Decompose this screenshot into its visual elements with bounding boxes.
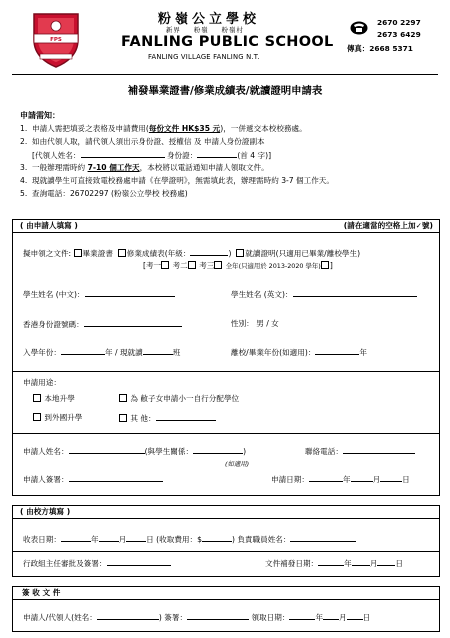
year-unit: 年 (315, 613, 324, 622)
purpose-local-label: 本地升學 (44, 394, 75, 403)
note-number: 2. (20, 137, 28, 146)
receive-year-line[interactable] (61, 534, 91, 542)
office-section-title: ( 由校方填寫 ) (20, 507, 71, 516)
office-section-header (13, 506, 439, 519)
form-title: 補發畢業證書/修業成績表/就讀證明申請表 (127, 85, 323, 97)
note-text: 如由代領人取，請代領人須出示身份證、授權信 及 申請人身份證副本 (32, 137, 265, 146)
note-item (20, 176, 334, 186)
report-checkbox[interactable] (118, 249, 126, 257)
gender-label: 性別： 男 / 女 (231, 319, 279, 328)
contact-row (305, 446, 415, 457)
note-number: 4. (20, 176, 28, 185)
school-crest-icon (30, 10, 82, 68)
month-unit: 月 (339, 613, 347, 622)
term-3-checkbox[interactable] (214, 261, 222, 269)
student-name-en-line[interactable] (293, 289, 417, 297)
student-name-cn-line[interactable] (85, 289, 175, 297)
receiver-label: 申請人/代領人(姓名： (23, 613, 97, 622)
term-choice-row (143, 261, 333, 271)
applicant-name-line[interactable] (69, 446, 145, 454)
location-part: 粉嶺 (193, 26, 209, 34)
admin-sign-line[interactable] (107, 558, 171, 566)
purpose-other-line[interactable] (156, 413, 216, 421)
issue-date-row (265, 558, 403, 569)
day-unit: 日 (395, 559, 403, 568)
applicant-section-hint: (請在適當的空格上加✓號) (343, 221, 433, 230)
term-1-checkbox[interactable] (161, 261, 169, 269)
report-option-end: ) (228, 249, 232, 258)
note-item (32, 150, 271, 161)
student-name-cn-label: 學生姓名 (中文)： (23, 290, 85, 299)
hkid-label: 香港身份證號碼： (23, 320, 84, 329)
note-text: ，本校將以電話通知申請人領取文件。 (139, 163, 269, 172)
year-unit: 年 / 現就讀 (104, 348, 143, 357)
fax-value: 2668 5371 (369, 44, 413, 53)
collect-year-line[interactable] (289, 612, 315, 620)
apply-month-line[interactable] (351, 474, 373, 482)
relation-label: (與學生關係： (144, 447, 194, 456)
purpose-p1-label: 為 敝子女申請小一自行分配學位 (130, 394, 240, 403)
signature-label: 申請人簽署： (23, 475, 69, 484)
month-unit: 月 (372, 475, 381, 484)
class-unit: 班 (172, 348, 181, 357)
proof-checkbox[interactable] (236, 249, 244, 257)
issue-date-label: 文件補發日期： (265, 559, 319, 568)
relation-hint: (如適用) (225, 460, 250, 468)
note-text: 身份證： (166, 151, 198, 160)
full-year-label: 全年(只適用於 2013-2020 學年) (225, 262, 321, 270)
school-name-english: FANLING PUBLIC SCHOOL (121, 34, 334, 50)
location-part: 新界 (166, 26, 181, 34)
certificate-option: 畢業證書 (82, 249, 113, 258)
section-divider (13, 433, 439, 434)
hkid-row (23, 319, 182, 330)
note-text: 申請人需把填妥之表格及申請費用( (32, 124, 149, 133)
purpose-overseas-row (33, 413, 82, 423)
applicant-name-row (23, 446, 246, 457)
apply-year-line[interactable] (309, 474, 343, 482)
report-option: 修業成績表(年級： (126, 249, 191, 258)
notes-heading: 申請需知： (20, 111, 60, 120)
purpose-overseas-checkbox[interactable] (33, 413, 41, 421)
year-unit: 年 (342, 475, 351, 484)
note-number: 3. (20, 163, 28, 172)
month-unit: 月 (369, 559, 378, 568)
receipt-section-header (13, 587, 439, 600)
note-text: 現就讀學生可直接致電校務處申請《在學證明》，無需填此表，辦理需時約 3-7 個工作天。 (32, 176, 334, 185)
note-number: 1. (20, 124, 28, 133)
apply-date-label: 申請日期： (271, 475, 309, 484)
contact-label: 聯絡電話： (305, 447, 343, 456)
staff-line[interactable] (290, 534, 356, 542)
phone-number: 2670 2297 (377, 18, 421, 27)
note-text: 一般辦理需時約 (32, 163, 88, 172)
receipt-section-title: 簽 收 文 件 (22, 588, 61, 597)
receipt-row (23, 612, 370, 623)
signature-line[interactable] (69, 474, 163, 482)
document-label: 擬申領之文件: (23, 249, 72, 258)
term-close: ] (329, 261, 333, 270)
leave-year-label: 離校/畢業年份(如適用)： (231, 348, 316, 357)
receive-day-line[interactable] (126, 534, 146, 542)
collect-date-label: 領取日期： (251, 613, 290, 622)
issue-year-line[interactable] (318, 558, 344, 566)
school-address-english: FANLING VILLAGE FANLING N.T. (148, 53, 260, 61)
note-duration: 7-10 個工作天 (87, 163, 140, 172)
purpose-local-row (33, 394, 75, 404)
svg-text:FPS: FPS (50, 37, 62, 43)
proof-option: 就讀證明(只適用已畢業/離校學生) (245, 249, 361, 258)
apply-date-row (271, 474, 410, 485)
certificate-checkbox[interactable] (74, 249, 82, 257)
receipt-sign-line[interactable] (187, 612, 249, 620)
proxy-id-line[interactable] (197, 150, 237, 158)
note-item (20, 137, 265, 147)
leave-year-row (231, 347, 367, 358)
entry-year-row (23, 347, 180, 358)
month-unit: 月 (118, 535, 127, 544)
entry-year-line[interactable] (61, 347, 105, 355)
grade-line[interactable] (190, 248, 228, 256)
collect-month-line[interactable] (323, 612, 339, 620)
signature-row (23, 474, 163, 485)
phone-numbers (377, 17, 421, 41)
school-name-chinese: 粉嶺公立學校 (158, 12, 261, 27)
day-unit: 日 (402, 475, 410, 484)
note-text: (首 4 字)] (237, 151, 272, 160)
fax-label: 傳真： (347, 44, 370, 53)
proxy-name-line[interactable] (81, 150, 165, 158)
location-part: 粉嶺村 (221, 26, 244, 34)
note-fee: 每份文件 HK$35 元 (148, 124, 221, 133)
issue-month-line[interactable] (352, 558, 370, 566)
leave-year-unit: 年 (359, 348, 368, 357)
hkid-line[interactable] (84, 319, 182, 327)
day-unit: 日 (362, 613, 371, 622)
receiver-end: ) (158, 613, 162, 622)
collect-day-line[interactable] (347, 612, 363, 620)
purpose-other-row (119, 413, 216, 424)
student-name-cn-row (23, 289, 175, 300)
purpose-other-label: 其 他： (130, 414, 156, 423)
year-unit: 年 (344, 559, 352, 568)
section-divider (13, 551, 439, 552)
relation-line[interactable] (193, 446, 243, 454)
relation-end: ) (243, 447, 247, 456)
receipt-sign-label: 簽署： (164, 613, 188, 622)
fax-number (347, 43, 413, 54)
receive-row (23, 534, 356, 545)
day-unit: 日 (146, 535, 154, 544)
applicant-section-header (13, 220, 439, 233)
purpose-other-checkbox[interactable] (119, 414, 127, 422)
entry-year-label: 入學年份： (23, 348, 61, 357)
purpose-p1-row (119, 394, 239, 404)
term-1-label: [考一 (143, 261, 162, 270)
phone-number: 2673 6429 (377, 30, 421, 39)
applicant-section-title: ( 由申請人填寫 ) (20, 221, 78, 230)
fee-end: ) (231, 535, 235, 544)
fee-label: (收取費用：$ (156, 535, 202, 544)
current-class-line[interactable] (143, 347, 173, 355)
fee-line[interactable] (202, 534, 232, 542)
note-text: [代領人姓名： (32, 151, 81, 160)
purpose-label: 申請用途： (23, 378, 61, 387)
contact-line[interactable] (343, 446, 415, 454)
note-item (20, 163, 269, 173)
applicant-name-label: 申請人姓名： (23, 447, 69, 456)
leave-year-line[interactable] (315, 347, 359, 355)
school-location-chinese (166, 25, 244, 34)
term-2-checkbox[interactable] (188, 261, 196, 269)
admin-sign-label: 行政組主任審批及簽署： (23, 559, 107, 568)
admin-sign-row (23, 558, 171, 569)
telephone-icon (350, 20, 368, 35)
note-text: )，一併遞交本校校務處。 (220, 124, 307, 133)
student-name-en-row (231, 289, 417, 300)
note-item (20, 124, 307, 134)
full-year-checkbox[interactable] (321, 261, 329, 269)
note-text: 查詢電話：26702297 (粉嶺公立學校 校務處) (32, 189, 188, 198)
purpose-p1-checkbox[interactable] (119, 394, 127, 402)
receive-date-label: 收表日期： (23, 535, 61, 544)
year-unit: 年 (90, 535, 99, 544)
receive-month-line[interactable] (99, 534, 119, 542)
applicant-section (12, 219, 440, 496)
note-item (20, 189, 188, 199)
term-3-label: 考三 (199, 261, 215, 270)
apply-day-line[interactable] (380, 474, 402, 482)
term-2-label: 考二 (172, 261, 188, 270)
note-number: 5. (20, 189, 28, 198)
section-divider (13, 371, 439, 372)
issue-day-line[interactable] (377, 558, 395, 566)
office-section (12, 505, 440, 577)
header-divider (12, 74, 438, 75)
document-choice-row (23, 248, 360, 259)
student-name-en-label: 學生姓名 (英文)： (231, 290, 293, 299)
receiver-name-line[interactable] (97, 612, 159, 620)
purpose-local-checkbox[interactable] (33, 394, 41, 402)
purpose-overseas-label: 到外國升學 (44, 413, 83, 422)
staff-label: 負責職員姓名： (237, 535, 291, 544)
receipt-section (12, 586, 440, 632)
